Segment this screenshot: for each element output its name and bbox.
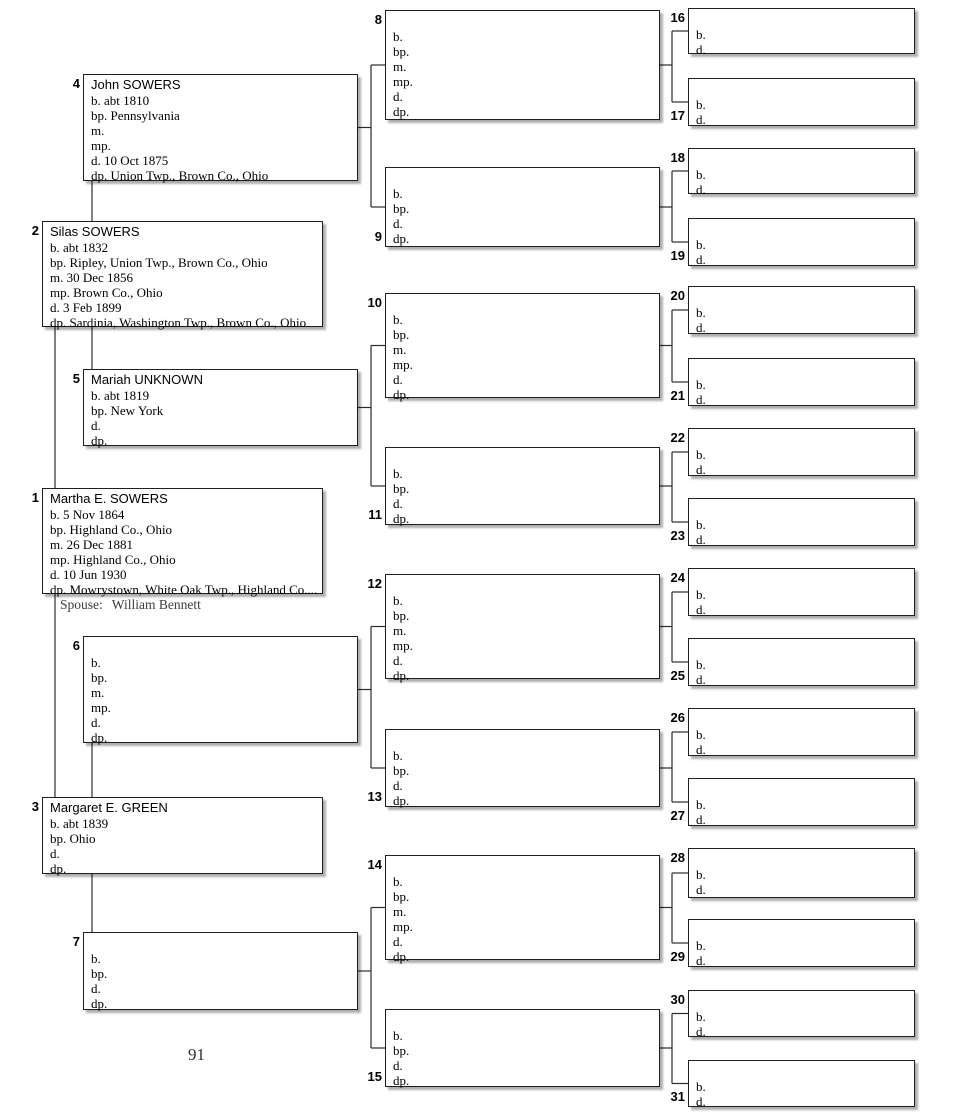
- person-field: d.: [696, 112, 706, 127]
- person-field: d.: [696, 953, 706, 968]
- person-field: bp.: [393, 608, 410, 623]
- person-field: b.: [393, 312, 403, 327]
- person-field: d.: [393, 653, 403, 668]
- person-field: d.: [696, 672, 706, 687]
- person-field: dp.: [393, 231, 410, 246]
- person-field: d.: [696, 532, 706, 547]
- box-number: 9: [374, 229, 382, 244]
- box-number: 3: [31, 799, 39, 814]
- person-field: dp.: [393, 668, 410, 683]
- person-field: b.: [696, 27, 706, 42]
- person-box-3: [31, 797, 323, 876]
- person-field: mp.: [91, 700, 111, 715]
- person-field: dp. Sardinia, Washington Twp., Brown Co., Ohio: [50, 315, 307, 330]
- person-name: Martha E. SOWERS: [50, 491, 168, 506]
- person-field: d.: [696, 882, 706, 897]
- person-field: m. 30 Dec 1856: [50, 270, 134, 285]
- person-name: [91, 639, 353, 655]
- person-name: [696, 361, 910, 377]
- person-box-19: [670, 218, 915, 267]
- person-name: [91, 935, 353, 951]
- person-field: bp.: [393, 1043, 410, 1058]
- box-number: 11: [368, 507, 382, 522]
- person-name: Silas SOWERS: [50, 224, 140, 239]
- person-field: m. 26 Dec 1881: [50, 537, 134, 552]
- person-field: mp. Brown Co., Ohio: [50, 285, 163, 300]
- person-name: [696, 1063, 910, 1079]
- person-field: bp. Ripley, Union Twp., Brown Co., Ohio: [50, 255, 268, 270]
- person-field: b.: [696, 727, 706, 742]
- person-box-8: [374, 10, 660, 120]
- box-number: 5: [72, 371, 80, 386]
- person-field: dp.: [393, 1073, 410, 1088]
- person-field: b.: [696, 657, 706, 672]
- box-number: 18: [670, 150, 685, 165]
- person-field: b.: [393, 593, 403, 608]
- person-field: bp.: [393, 763, 410, 778]
- person-name: [696, 922, 910, 938]
- box-number: 17: [670, 108, 685, 123]
- person-field: d.: [393, 778, 403, 793]
- person-field: m.: [91, 685, 105, 700]
- person-field: d. 10 Oct 1875: [91, 153, 169, 168]
- person-box-15: [367, 1009, 660, 1088]
- person-field: b.: [696, 167, 706, 182]
- person-box-30: [670, 990, 915, 1039]
- person-field: mp. Highland Co., Ohio: [50, 552, 176, 567]
- person-field: b.: [696, 867, 706, 882]
- person-name: [696, 221, 910, 237]
- person-name: [393, 732, 655, 748]
- person-box-13: [367, 729, 660, 808]
- person-name: [696, 711, 910, 727]
- person-box-10: [367, 293, 660, 402]
- person-field: d.: [393, 89, 403, 104]
- person-field: d. 10 Jun 1930: [50, 567, 127, 582]
- person-field: dp.: [393, 793, 410, 808]
- person-field: b.: [393, 466, 403, 481]
- person-field: m.: [393, 342, 407, 357]
- person-box-7: [72, 932, 358, 1011]
- person-field: d.: [696, 392, 706, 407]
- person-field: b. abt 1819: [91, 388, 150, 403]
- box-number: 14: [367, 857, 382, 872]
- person-field: d.: [91, 981, 101, 996]
- person-field: dp.: [91, 996, 108, 1011]
- person-field: d.: [50, 846, 60, 861]
- person-field: bp.: [91, 670, 108, 685]
- person-box-21: [670, 358, 915, 407]
- person-field: d.: [696, 320, 706, 335]
- box-number: 1: [31, 490, 39, 505]
- person-box-6: [72, 636, 358, 745]
- person-field: d. 3 Feb 1899: [50, 300, 122, 315]
- person-box-16: [670, 8, 915, 57]
- person-name: [696, 993, 910, 1009]
- person-field: dp.: [91, 433, 108, 448]
- person-name: [696, 11, 910, 27]
- spouse-label: Spouse:: [60, 597, 103, 612]
- person-field: b.: [696, 1079, 706, 1094]
- person-field: d.: [696, 182, 706, 197]
- person-name: [393, 858, 655, 874]
- person-box-28: [670, 848, 915, 898]
- person-box-26: [670, 708, 915, 757]
- person-name: [696, 571, 910, 587]
- spouse-line: [60, 597, 201, 613]
- box-number: 10: [367, 295, 382, 310]
- person-field: m.: [393, 623, 407, 638]
- person-field: d.: [393, 496, 403, 511]
- person-name: [696, 151, 910, 167]
- box-number: 28: [670, 850, 685, 865]
- person-name: John SOWERS: [91, 77, 181, 92]
- person-field: d.: [696, 462, 706, 477]
- person-field: b.: [393, 29, 403, 44]
- box-number: 30: [670, 992, 685, 1007]
- box-number: 21: [670, 388, 685, 403]
- person-field: bp.: [393, 889, 410, 904]
- person-name: [696, 289, 910, 305]
- person-field: bp.: [91, 966, 108, 981]
- person-field: b.: [696, 517, 706, 532]
- person-box-22: [670, 428, 915, 477]
- box-number: 4: [72, 76, 80, 91]
- person-field: mp.: [393, 74, 413, 89]
- person-field: d.: [696, 812, 706, 827]
- person-box-25: [670, 638, 915, 687]
- person-box-20: [670, 286, 915, 335]
- box-number: 16: [670, 10, 685, 25]
- person-field: b.: [696, 97, 706, 112]
- person-field: d.: [91, 715, 101, 730]
- person-field: m.: [393, 59, 407, 74]
- person-field: bp.: [393, 44, 410, 59]
- person-field: b. abt 1810: [91, 93, 150, 108]
- person-field: d.: [696, 1024, 706, 1039]
- person-box-31: [670, 1060, 915, 1109]
- person-name: [393, 170, 655, 186]
- person-field: bp. Pennsylvania: [91, 108, 180, 123]
- spouse-value: William Bennett: [111, 597, 201, 612]
- person-field: dp.: [393, 387, 410, 402]
- person-name: [393, 13, 655, 29]
- person-field: bp.: [393, 327, 410, 342]
- person-field: dp. Mowrystown, White Oak Twp., Highland Co....: [50, 582, 318, 597]
- box-number: 15: [367, 1069, 382, 1084]
- person-name: [393, 296, 655, 312]
- box-number: 2: [31, 223, 39, 238]
- person-box-12: [367, 574, 660, 683]
- person-box-27: [670, 778, 915, 827]
- person-box-2: [31, 221, 323, 330]
- person-field: b.: [696, 377, 706, 392]
- person-box-14: [367, 855, 660, 964]
- person-box-24: [670, 568, 915, 617]
- person-name: [393, 1012, 655, 1028]
- person-name: [393, 577, 655, 593]
- person-name: [696, 81, 910, 97]
- person-field: d.: [696, 42, 706, 57]
- person-field: b.: [91, 951, 101, 966]
- person-box-17: [670, 78, 915, 127]
- person-box-29: [670, 919, 915, 968]
- person-box-18: [670, 148, 915, 197]
- person-field: b.: [696, 938, 706, 953]
- person-field: b.: [696, 305, 706, 320]
- box-number: 26: [670, 710, 685, 725]
- person-field: dp.: [393, 949, 410, 964]
- person-box-4: [72, 74, 358, 183]
- person-field: b.: [393, 1028, 403, 1043]
- person-field: d.: [91, 418, 101, 433]
- person-field: d.: [696, 1094, 706, 1109]
- person-field: m.: [393, 904, 407, 919]
- box-number: 12: [367, 576, 382, 591]
- box-number: 22: [670, 430, 685, 445]
- person-box-11: [368, 447, 660, 526]
- person-name: Mariah UNKNOWN: [91, 372, 203, 387]
- person-field: dp.: [393, 511, 410, 526]
- person-field: mp.: [393, 919, 413, 934]
- box-number: 29: [670, 949, 685, 964]
- person-name: [696, 431, 910, 447]
- person-field: b. abt 1839: [50, 816, 109, 831]
- person-field: b.: [393, 186, 403, 201]
- person-field: mp.: [393, 357, 413, 372]
- box-number: 25: [670, 668, 685, 683]
- person-field: d.: [393, 934, 403, 949]
- person-field: d.: [696, 252, 706, 267]
- person-field: b.: [393, 874, 403, 889]
- person-field: d.: [393, 216, 403, 231]
- box-number: 19: [670, 248, 685, 263]
- person-field: dp.: [393, 104, 410, 119]
- box-number: 31: [670, 1089, 685, 1104]
- person-field: b.: [91, 655, 101, 670]
- person-field: dp.: [91, 730, 108, 745]
- person-field: bp. Highland Co., Ohio: [50, 522, 173, 537]
- person-field: b. 5 Nov 1864: [50, 507, 125, 522]
- person-field: bp. Ohio: [50, 831, 96, 846]
- person-name: [696, 851, 910, 867]
- person-field: b.: [696, 587, 706, 602]
- box-number: 8: [374, 12, 382, 27]
- person-box-5: [72, 369, 358, 448]
- person-field: b.: [696, 1009, 706, 1024]
- box-number: 6: [72, 638, 80, 653]
- person-field: bp.: [393, 201, 410, 216]
- person-name: [696, 501, 910, 517]
- person-field: b. abt 1832: [50, 240, 109, 255]
- person-field: b.: [696, 447, 706, 462]
- box-number: 23: [670, 528, 685, 543]
- person-box-23: [670, 498, 915, 547]
- box-number: 7: [72, 934, 80, 949]
- person-name: [696, 781, 910, 797]
- box-number: 24: [670, 570, 685, 585]
- box-number: 20: [670, 288, 685, 303]
- box-number: 13: [367, 789, 382, 804]
- person-field: b.: [696, 237, 706, 252]
- person-name: [696, 641, 910, 657]
- page-number: 91: [188, 1045, 205, 1064]
- person-field: d.: [696, 742, 706, 757]
- person-field: d.: [696, 602, 706, 617]
- person-field: m.: [91, 123, 105, 138]
- person-field: bp. New York: [91, 403, 164, 418]
- person-field: mp.: [91, 138, 111, 153]
- person-field: dp. Union Twp., Brown Co., Ohio: [91, 168, 269, 183]
- person-field: bp.: [393, 481, 410, 496]
- person-field: dp.: [50, 861, 67, 876]
- person-box-1: [31, 488, 323, 597]
- person-field: mp.: [393, 638, 413, 653]
- person-field: d.: [393, 1058, 403, 1073]
- person-field: b.: [393, 748, 403, 763]
- person-name: [393, 450, 655, 466]
- person-field: d.: [393, 372, 403, 387]
- person-name: Margaret E. GREEN: [50, 800, 168, 815]
- person-box-9: [374, 167, 660, 247]
- box-number: 27: [670, 808, 685, 823]
- person-field: b.: [696, 797, 706, 812]
